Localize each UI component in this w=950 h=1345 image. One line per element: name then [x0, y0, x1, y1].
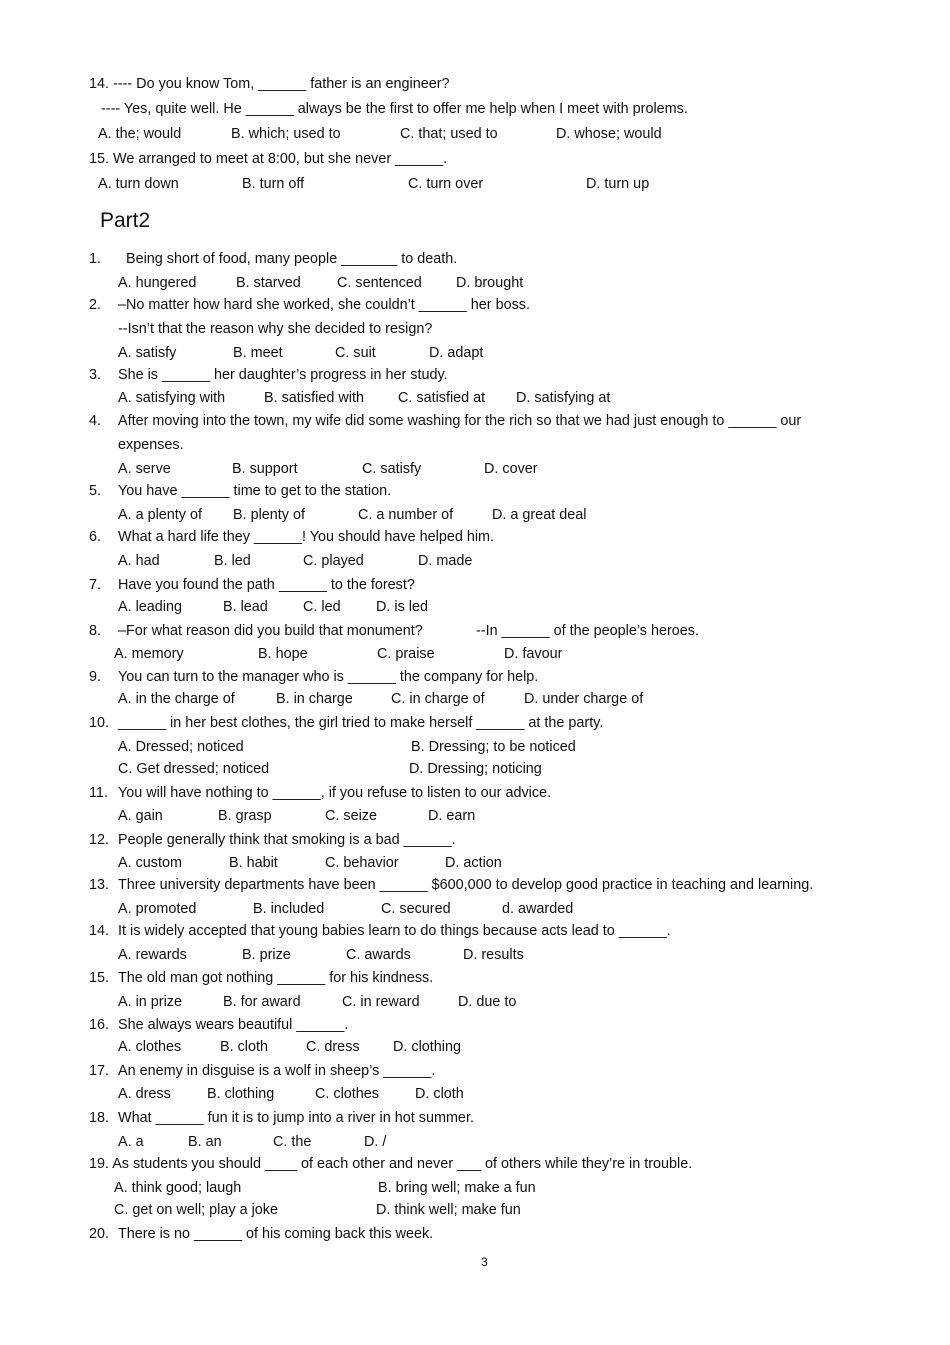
option: C. clothes	[315, 1086, 379, 1102]
question-text: 19. As students you should ____ of each other and never ___ of others while they’re in trouble.	[89, 1156, 693, 1172]
question-number: 20.	[89, 1226, 110, 1242]
option: B. starved	[236, 275, 301, 291]
option: A. gain	[118, 808, 163, 824]
question-text: People generally think that smoking is a bad ______.	[118, 832, 456, 848]
option: B. which; used to	[231, 126, 341, 142]
option: d. awarded	[502, 901, 574, 917]
question-number: 14.	[89, 923, 110, 939]
question-number: 15.	[89, 970, 110, 986]
option: B. satisfied with	[264, 390, 364, 406]
question-number: 3.	[89, 367, 102, 383]
question-number: 17.	[89, 1063, 110, 1079]
option: D. clothing	[393, 1039, 461, 1055]
question-text: Have you found the path ______ to the forest?	[118, 577, 415, 593]
option: C. in reward	[342, 994, 420, 1010]
page-number: 3	[481, 1255, 488, 1269]
question-text: What a hard life they ______! You should have helped him.	[118, 529, 495, 545]
question-text: What ______ fun it is to jump into a river in hot summer.	[118, 1110, 474, 1126]
option: C. satisfied at	[398, 390, 486, 406]
option: C. sentenced	[337, 275, 422, 291]
question-text: You can turn to the manager who is ______ the company for help.	[118, 669, 539, 685]
option: A. rewards	[118, 947, 187, 963]
option: B. habit	[229, 855, 278, 871]
option: D. think well; make fun	[376, 1202, 521, 1218]
question-number: 12.	[89, 832, 110, 848]
question-text: An enemy in disguise is a wolf in sheep’s ______.	[118, 1063, 436, 1079]
question-text: Three university departments have been ______ $600,000 to develop good practice in teaching and learning.	[118, 877, 814, 893]
question-number: 9.	[89, 669, 102, 685]
option: A. clothes	[118, 1039, 182, 1055]
option: A. a plenty of	[118, 507, 202, 523]
option: B. clothing	[207, 1086, 275, 1102]
question-text: The old man got nothing ______ for his kindness.	[118, 970, 434, 986]
option: C. Get dressed; noticed	[118, 761, 270, 777]
option: A. a	[118, 1134, 144, 1150]
option: C. turn over	[408, 176, 484, 192]
option: B. an	[188, 1134, 222, 1150]
option: B. hope	[258, 646, 308, 662]
option: C. led	[303, 599, 341, 615]
option: A. custom	[118, 855, 182, 871]
question-text: –No matter how hard she worked, she couldn’t ______ her boss.	[118, 297, 530, 313]
option: D. cloth	[415, 1086, 464, 1102]
option: D. earn	[428, 808, 476, 824]
option: D. whose; would	[556, 126, 662, 142]
option: B. in charge	[276, 691, 353, 707]
option: C. awards	[346, 947, 411, 963]
question-text: Being short of food, many people _______ to death.	[126, 251, 458, 267]
question-15-text: 15. We arranged to meet at 8:00, but she never ______.	[89, 151, 448, 167]
option: B. grasp	[218, 808, 272, 824]
option: B. plenty of	[233, 507, 305, 523]
option: C. seize	[325, 808, 377, 824]
option: B. included	[253, 901, 325, 917]
question-14-reply: ---- Yes, quite well. He ______ always be the first to offer me help when I meet with prolems.	[101, 101, 688, 117]
question-number: 10.	[89, 715, 110, 731]
question-text: She always wears beautiful ______.	[118, 1017, 349, 1033]
option: A. satisfying with	[118, 390, 226, 406]
option: D. favour	[504, 646, 563, 662]
option: C. satisfy	[362, 461, 422, 477]
option: A. in prize	[118, 994, 182, 1010]
option: C. dress	[306, 1039, 360, 1055]
option: A. the; would	[98, 126, 182, 142]
option: B. bring well; make a fun	[378, 1180, 536, 1196]
option: D. /	[364, 1134, 387, 1150]
option: B. lead	[223, 599, 268, 615]
option: D. turn up	[586, 176, 650, 192]
question-text: –For what reason did you build that monument?	[118, 623, 423, 639]
question-number: 8.	[89, 623, 102, 639]
option: B. support	[232, 461, 298, 477]
question-text: --Isn’t that the reason why she decided to resign?	[118, 321, 433, 337]
option: D. Dressing; noticing	[409, 761, 542, 777]
option: C. in charge of	[391, 691, 485, 707]
option: B. meet	[233, 345, 283, 361]
option: A. satisfy	[118, 345, 177, 361]
question-text: ______ in her best clothes, the girl tried to make herself ______ at the party.	[118, 715, 604, 731]
option: D. cover	[484, 461, 538, 477]
option: D. made	[418, 553, 473, 569]
option: B. cloth	[220, 1039, 268, 1055]
option: C. get on well; play a joke	[114, 1202, 278, 1218]
option: C. secured	[381, 901, 451, 917]
option: C. that; used to	[400, 126, 498, 142]
question-text: She is ______ her daughter’s progress in her study.	[118, 367, 448, 383]
question-number: 2.	[89, 297, 102, 313]
option: C. played	[303, 553, 364, 569]
option: D. brought	[456, 275, 524, 291]
option: C. a number of	[358, 507, 454, 523]
option: C. behavior	[325, 855, 399, 871]
option: D. under charge of	[524, 691, 644, 707]
option: B. for award	[223, 994, 301, 1010]
option: A. hungered	[118, 275, 197, 291]
option: D. adapt	[429, 345, 484, 361]
option: A. promoted	[118, 901, 197, 917]
question-number: 7.	[89, 577, 102, 593]
option: C. praise	[377, 646, 435, 662]
option: A. dress	[118, 1086, 171, 1102]
option: B. prize	[242, 947, 291, 963]
option: D. results	[463, 947, 524, 963]
question-text: There is no ______ of his coming back this week.	[118, 1226, 434, 1242]
question-number: 11.	[89, 785, 108, 801]
question-text: expenses.	[118, 437, 184, 453]
question-number: 6.	[89, 529, 102, 545]
question-number: 16.	[89, 1017, 110, 1033]
option: A. in the charge of	[118, 691, 235, 707]
option: A. had	[118, 553, 160, 569]
question-number: 4.	[89, 413, 102, 429]
question-text: You have ______ time to get to the station.	[118, 483, 392, 499]
option: B. Dressing; to be noticed	[411, 739, 576, 755]
option: B. turn off	[242, 176, 305, 192]
question-14-text: 14. ---- Do you know Tom, ______ father is an engineer?	[89, 76, 450, 92]
option: A. leading	[118, 599, 183, 615]
option: D. is led	[376, 599, 428, 615]
option: B. led	[214, 553, 251, 569]
option: C. the	[273, 1134, 312, 1150]
option: D. a great deal	[492, 507, 587, 523]
option: A. serve	[118, 461, 171, 477]
option: C. suit	[335, 345, 376, 361]
question-text: --In ______ of the people’s heroes.	[476, 623, 699, 639]
option: A. memory	[114, 646, 184, 662]
option: A. think good; laugh	[114, 1180, 242, 1196]
question-number: 1.	[89, 251, 102, 267]
question-number: 18.	[89, 1110, 110, 1126]
question-number: 5.	[89, 483, 102, 499]
question-number: 13.	[89, 877, 110, 893]
option: A. Dressed; noticed	[118, 739, 244, 755]
question-text: You will have nothing to ______, if you refuse to listen to our advice.	[118, 785, 552, 801]
option: A. turn down	[98, 176, 179, 192]
section-heading: Part2	[100, 209, 151, 232]
question-text: After moving into the town, my wife did some washing for the rich so that we had just enough to ______ our	[118, 413, 802, 429]
option: D. due to	[458, 994, 517, 1010]
question-text: It is widely accepted that young babies learn to do things because acts lead to ______.	[118, 923, 671, 939]
option: D. action	[445, 855, 502, 871]
option: D. satisfying at	[516, 390, 611, 406]
